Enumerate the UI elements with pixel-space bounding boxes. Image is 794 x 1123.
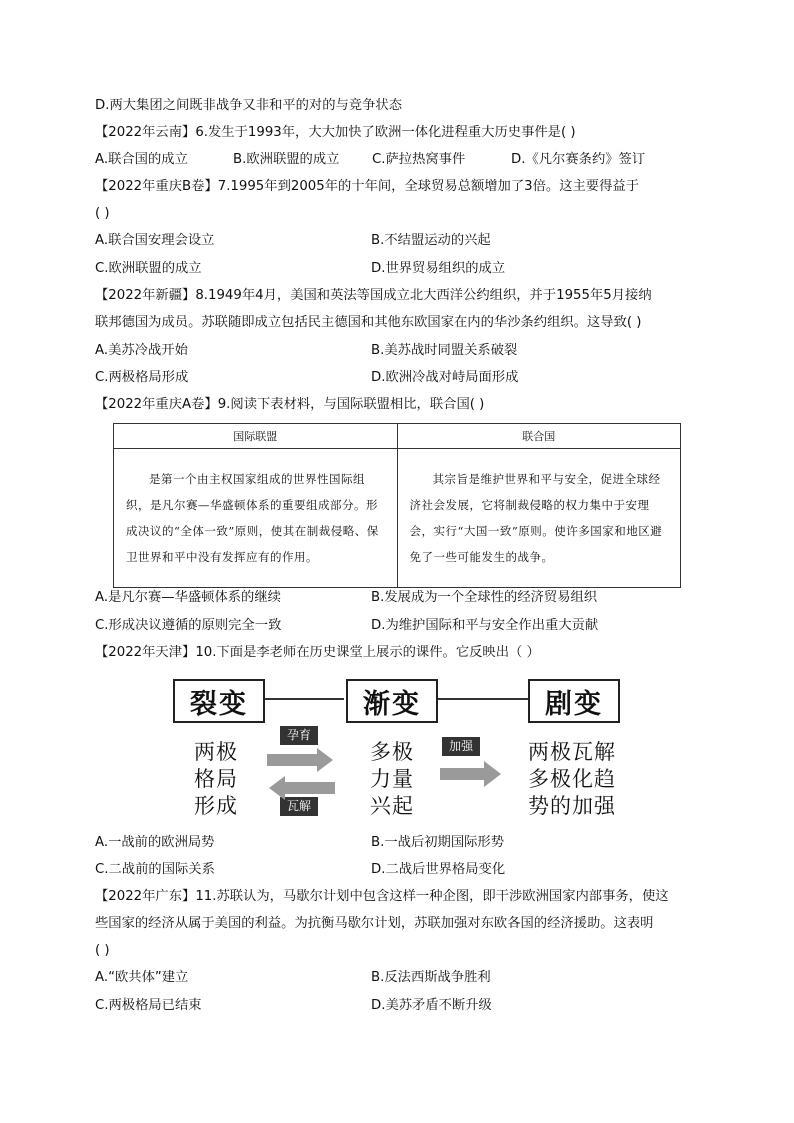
text-multipolar-rise: 多极 力量 兴起 (370, 740, 414, 818)
text-multipolarization: 两极瓦解 多极化趋 势的加强 (528, 740, 616, 818)
box-drastic-change: 剧变 (528, 679, 620, 723)
q6-stem: 【2022年云南】6.发生于1993年，大大加快了欧洲一体化进程重大历史事件是( ) (95, 125, 576, 140)
table-cell-un: 其宗旨是维护世界和平与安全，促进全球经济社会发展，它将制裁侵略的权力集中于安理会，实行“大国一致”原则。使许多国家和地区避免了一些可能发生的战争。 (397, 449, 681, 588)
tag-collapse: 瓦解 (280, 797, 318, 816)
q8-option-b: B.美苏战时同盟关系破裂 (371, 343, 518, 358)
material-table (113, 423, 681, 588)
q8-option-a: A.美苏冷战开始 (95, 343, 188, 358)
q6-option-d: D.《凡尔赛条约》签订 (511, 152, 646, 167)
q9-option-d: D.为维护国际和平与安全作出重大贡献 (371, 618, 599, 633)
tag-strengthen: 加强 (442, 737, 480, 756)
box-fission: 裂变 (173, 679, 265, 723)
q11-option-c: C.两极格局已结束 (95, 998, 202, 1013)
q10-stem: 【2022年天津】10.下面是李老师在历史课堂上展示的课件。它反映出（ ） (95, 645, 540, 660)
text-bipolar-formed: 两极 格局 形成 (194, 740, 238, 818)
right-arrow-icon (440, 761, 502, 787)
q11-stem-line3: ( ) (95, 943, 110, 958)
tag-nurture: 孕育 (280, 726, 318, 745)
q8-stem-line2: 联邦德国为成员。苏联随即成立包括民主德国和其他东欧国家在内的华沙条约组织。这导致( ) (95, 315, 642, 330)
box-gradual-change: 渐变 (346, 679, 438, 723)
q11-stem-line2: 些国家的经济从属于美国的利益。为抗衡马歇尔计划，苏联加强对东欧各国的经济援助。这表明 (95, 916, 654, 931)
q11-stem-line1: 【2022年广东】11.苏联认为，马歇尔计划中包含这样一种企图，即干涉欧洲国家内部事务，使这 (95, 889, 669, 904)
q7-option-d: D.世界贸易组织的成立 (371, 261, 506, 276)
q10-option-c: C.二战前的国际关系 (95, 862, 215, 877)
table-header-league: 国际联盟 (114, 424, 398, 449)
q5-option-d: D.两大集团之间既非战争又非和平的对的与竞争状态 (95, 98, 402, 113)
q11-option-a: A.“欧共体”建立 (95, 970, 189, 985)
q9-option-a: A.是凡尔赛—华盛顿体系的继续 (95, 590, 281, 605)
table-cell-league: 是第一个由主权国家组成的世界性国际组织，是凡尔赛—华盛顿体系的重要组成部分。形成决议的“全体一致”原则，使其在制裁侵略、保卫世界和平中没有发挥应有的作用。 (114, 449, 398, 588)
q8-option-d: D.欧洲冷战对峙局面形成 (371, 370, 519, 385)
q8-option-c: C.两极格局形成 (95, 370, 189, 385)
connector-line (438, 698, 528, 700)
connector-line (262, 698, 344, 700)
q10-option-d: D.二战后世界格局变化 (371, 862, 506, 877)
q7-stem-line1: 【2022年重庆B卷】7.1995年到2005年的十年间，全球贸易总额增加了3倍。这主要得益于 (95, 179, 639, 194)
double-arrow-icon (265, 748, 337, 800)
q6-option-c: C.萨拉热窝事件 (372, 152, 466, 167)
q10-option-a: A.一战前的欧洲局势 (95, 835, 215, 850)
q10-option-b: B.一战后初期国际形势 (371, 835, 505, 850)
q9-option-b: B.发展成为一个全球性的经济贸易组织 (371, 590, 598, 605)
q11-option-d: D.美苏矛盾不断升级 (371, 998, 492, 1013)
q9-option-c: C.形成决议遵循的原则完全一致 (95, 618, 282, 633)
q7-stem-line2: ( ) (95, 206, 110, 221)
q11-option-b: B.反法西斯战争胜利 (371, 970, 491, 985)
q9-stem: 【2022年重庆A卷】9.阅读下表材料，与国际联盟相比，联合国( ) (95, 397, 485, 412)
courseware-diagram (170, 675, 620, 820)
q7-option-c: C.欧洲联盟的成立 (95, 261, 202, 276)
q6-option-b: B.欧洲联盟的成立 (233, 152, 340, 167)
q7-option-a: A.联合国安理会设立 (95, 233, 215, 248)
q8-stem-line1: 【2022年新疆】8.1949年4月，美国和英法等国成立北大西洋公约组织，并于1955年5月接纳 (95, 288, 652, 303)
q6-option-a: A.联合国的成立 (95, 152, 188, 167)
table-header-un: 联合国 (397, 424, 681, 449)
q7-option-b: B.不结盟运动的兴起 (371, 233, 491, 248)
